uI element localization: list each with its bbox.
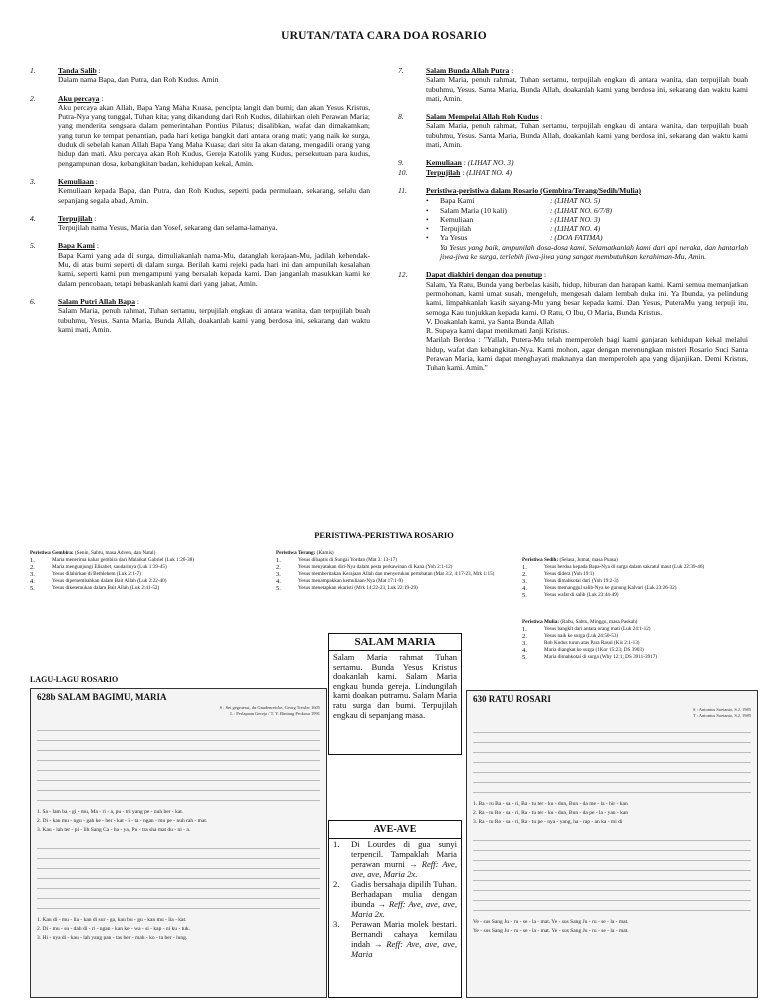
list-item: • Terpujilah : (LIHAT NO. 4) xyxy=(426,224,601,234)
list-item: • Ya Yesus : (DOA FATIMA) xyxy=(426,233,603,243)
list-item: 2. Yesus menyatakan diri-Nya dalam pesta perkawinan di Kana (Yoh 2:1-12) xyxy=(276,564,453,572)
music-staff xyxy=(37,724,320,801)
mystery-heading: Peristiwa Sedih: (Selasa, Jumat, masa Puasa) xyxy=(522,557,618,563)
music-staff xyxy=(473,834,751,911)
item-number: 9. xyxy=(398,158,404,168)
item-title: Terpujilah xyxy=(426,167,461,177)
verse: 2. Gadis bersahaja dipilih Tuhan. Berhadapan mulia dengan ibunda → Reff: Ave, ave, ave, Maria 2x. xyxy=(333,879,457,919)
item-title: Salam Bunda Allah Putra xyxy=(426,66,510,75)
sub-list xyxy=(426,196,748,242)
list-item: • Salam Maria (10 kali) : (LIHAT NO. 6/7/8) xyxy=(426,205,613,215)
item-title: Terpujilah xyxy=(58,213,93,223)
lyric-line: Ve - sus Sang Ju - ru - se - la - mat. Ye - sus Sang Ju - ru - se - la - mat. xyxy=(473,919,629,925)
lyric-line: 3. Hi - nya di - kau - lah yang pan - tas ber - mah - ko - ta ber - lung. xyxy=(37,935,188,941)
prayer-item-3: 3. Kemuliaan : Kemuliaan kepada Bapa, dan Putra, dan Roh Kudus, seperti pada permulaan, sekarang, selalu dan sepanjang segala abad, Amin. xyxy=(30,176,370,205)
item-number: 4. xyxy=(30,213,36,223)
music-staff xyxy=(37,842,320,909)
item-text: Kemuliaan kepada Bapa, dan Putra, dan Roh Kudus, seperti pada permulaan, sekarang, selalu dan sepanjang segala abad, Amin. xyxy=(58,186,370,205)
item-text: Bapa Kami yang ada di surga, dimuliakanlah nama-Mu, datanglah kerajaan-Mu, jadilah kehendak-Mu, di atas bumi seperti di dalam surga. Berilah kami rejeki pada hari ini dan ampunilah kesalahan kami, seperti kami pun mengampuni yang bersalah kepada kami. Dan janganlah masukkan kami ke dalam pencobaan, tetapi bebaskanlah kami dari yang jahat, Amin. xyxy=(58,250,370,288)
sheet-music-salam-bagimu xyxy=(30,688,327,998)
item-number: 6. xyxy=(30,296,36,306)
list-item: 3. Yesus dimahkotai duri (Yoh 19:2-3) xyxy=(522,578,619,586)
prayer-item-11 xyxy=(398,186,748,261)
prayer-item-9: 9. Kemuliaan : (LIHAT NO. 3) xyxy=(398,158,514,168)
sheet-music-ratu-rosari xyxy=(466,690,758,998)
item-number: 2. xyxy=(30,93,36,103)
list-item: 2. Yesus naik ke surga (Luk 24:50-53) xyxy=(522,633,619,641)
list-item: 1. Yesus dibaptis di Sungai Yordan (Mat 3: 13-17) xyxy=(276,557,397,565)
response: R. Supaya kami dapat menikmati Janji Kristus. xyxy=(426,326,569,336)
list-item: 3. Yesus dilahirkan di Bethlehem (Luk 2:1-7) xyxy=(30,571,141,579)
item-title: Salam Mempelai Allah Roh Kudus xyxy=(426,112,539,122)
verse: 1. Di Lourdes di gua sunyi terpencil. Tampaklah Maria perawan murni → Reff: Ave, ave, ave, Maria 2x. xyxy=(333,839,457,879)
song-title: 630 RATU ROSARI xyxy=(473,694,551,704)
left-column xyxy=(30,66,370,343)
salam-maria-box xyxy=(328,633,462,755)
item-text: Salam Maria, penuh rahmat, Tuhan sertamu, terpujilah engkau di antara wanita, dan terpujilah buah tubuhmu, Yesus. Santa Maria, Bunda Allah, doakanlah kami yang berdosa ini, sekarang dan waktu kami mati, Amin. xyxy=(426,75,748,103)
item-text: Aku percaya akan Allah, Bapa Yang Maha Kuasa, pencipta langit dan bumi; dan akan Yesus Kristus, Putra-Nya yang tunggal, Tuhan kita; yang dikandung dari Roh Kudus, dilahirkan oleh Perawan Maria; yang menderita sengsara dalam pemerintahan Pontius Pilatus; disalibkan, wafat dan dimakamkan; yang turun ke tempat penantian, pada hari ketiga bangkit dari antara orang mati; yang naik ke surga, duduk di sebelah kanan Allah Bapa Yang Maha Kuasa; dari situ Ia akan datang, mengadili orang yang hidup dan mati. Aku percaya akan Roh Kudus, Gereja Katolik yang Kudus, persekutuan para kudus, pengampunan dosa, kebangkitan badan, kehidupan kekal, Amin. xyxy=(58,102,370,168)
lyric-line: 2. Ra - tu Ro - sa - ri, Ra - tu ter - ku - dun, Bun - da pe - la - yan - kan xyxy=(473,810,629,816)
list-item: 4. Yesus menampakkan kemuliaan-Nya (Mat 17:1-9) xyxy=(276,578,403,586)
item-ref: (LIHAT NO. 4) xyxy=(466,167,513,177)
prayer-item-5: 5. Bapa Kami : Bapa Kami yang ada di surga, dimuliakanlah nama-Mu, datanglah kerajaan-Mu, jadilah kehendak-Mu, di atas bumi seperti di dalam surga. Berilah kami rejeki pada hari ini dan ampunilah kesalahan kami, seperti kami pun mengampuni yang bersalah kepada kami. Dan janganlah masukkan kami ke dalam pencobaan, tetapi bebaskanlah kami dari yang jahat, Amin. xyxy=(30,241,370,288)
song-credit: S : Sei gegruesst, du Gnadenreiche, Georg Trexler 1605 xyxy=(219,705,320,710)
list-item: 4. Yesus memanggul salib-Nya ke gunung Kalvari (Luk 23:26-32) xyxy=(522,585,677,593)
list-item: • Kemuliaan : (LIHAT NO. 3) xyxy=(426,214,601,224)
item-text: Terpujilah nama Yesus, Maria dan Yosef, sekarang dan selama-lamanya. xyxy=(58,223,278,233)
music-staff xyxy=(473,726,751,793)
box-title: SALAM MARIA xyxy=(329,634,461,651)
list-item: 5. Maria dimahkotai di surga (Why 12:1; DS 3911-3917) xyxy=(522,654,658,662)
list-item: 4. Maria diangkat ke surga (1Kor 15:23; DS 3903) xyxy=(522,647,644,655)
list-item: 2. Yesus didera (Yoh 19:1) xyxy=(522,571,595,579)
item-number: 3. xyxy=(30,176,36,186)
song-credit: S : Antonius Soetanto, S.J. 1985 xyxy=(692,707,751,712)
song-title: 628b SALAM BAGIMU, MARIA xyxy=(37,692,167,702)
item-title: Peristiwa-peristiwa dalam Rosario (Gembira/Terang/Sedih/Mulia) xyxy=(426,185,642,195)
lyric-line: Ye - sus Sang Ju - ru - se - la - mat. Ye - sus Sang Ju - ru - se - la - mat. xyxy=(473,928,629,934)
list-item: 5. Yesus wafat di salib (Luk 23:44-49) xyxy=(522,592,619,600)
ave-ave-box xyxy=(328,820,462,998)
item-number: 1. xyxy=(30,66,36,75)
mystery-glorious xyxy=(522,619,752,662)
item-title: Salam Putri Allah Bapa xyxy=(58,296,136,306)
list-item: 1. Yesus bangkit dari antara orang mati (Luk 24:1-12) xyxy=(522,626,651,634)
lyric-line: 2. Di - kau mu - ngu - gah ke - her - kat - i - ta - ngan - mu pe - nuh rah - mat. xyxy=(37,818,208,824)
prayer-item-2: 2. Aku percaya : Aku percaya akan Allah, Bapa Yang Maha Kuasa, pencipta langit dan bumi; dan akan Yesus Kristus, Putra-Nya yang tunggal, Tuhan kita; yang dikandung dari Roh Kudus, dilahirkan oleh Perawan Maria; yang menderita sengsara dalam pemerintahan Pontius Pilatus; disalibkan, wafat dan dimakamkan; yang turun ke tempat penantian, pada hari ketiga bangkit dari antara orang mati; yang naik ke surga, duduk di sebelah kanan Allah Bapa Yang Maha Kuasa; dari situ Ia akan datang, mengadili orang yang hidup dan mati. Aku percaya akan Roh Kudus, Gereja Katolik yang Kudus, persekutuan para kudus, pengampunan dosa, kebangkitan badan, kehidupan kekal, Amin. xyxy=(30,93,370,168)
list-item: 5. Yesus diketemukan dalam Bait Allah (Luk 2:41-52) xyxy=(30,585,160,593)
list-item: 5. Yesus menetapkan ekaristi (Mrk 14:22-23, Luk 22:19-29) xyxy=(276,585,418,593)
mystery-joyful xyxy=(30,550,270,593)
box-text: Salam Maria rahmat Tuhan sertamu. Bunda Yesus Kristus doakanlah kami. Salam Maria engkau bunda gereja. Lindungilah kami doakan putramu. Salam Maria ratu surga dan bumi. Terpujilah engkau di sepanjang masa. xyxy=(333,652,457,720)
prayer-item-12: 12. Dapat diakhiri dengan doa penutup : Salam, Ya Ratu, Bunda yang berbelas kasih, hidup, hiburan dan harapan kami. Kami semua memanjatkan permohonan, kami umat susah, mengeluh, mengesah dalam lembah duka ini. Ya Ibunda, ya pelindung kami, limpahkanlah kasih sayang-Mu yang besar kepada kami. Dan Yesus, PuteraMu yang terpuji itu, semoga Kau tunjukkan kepada kami. O Ratu, O Ibu, O Maria, Bunda Kristus. V. Doakanlah kami, ya Santa Bunda Allah R. Supaya kami dapat menikmati Janji Kristus. Marilah Berdoa : "Yallah, Putera-Mu telah memperoleh bagi kami ganjaran kehidupan kekal melalui hidup, wafat dan kebangkitan-Nya. Kami mohon, agar dengan merenungkan misteri Rosario Suci Santa Perawan Maria, kami dapat menghayati maknanya dan memperoleh apa yang dijanjikan. Demi Kristus, Tuhan kami. Amin." xyxy=(398,270,748,373)
mystery-heading: Peristiwa Gembira: (Senin, Sabtu, masa Adven, dan Natal) xyxy=(30,550,156,556)
item-number: 5. xyxy=(30,241,36,251)
section-title-mysteries: PERISTIWA-PERISTIWA ROSARIO xyxy=(314,530,454,540)
prayer-item-7: 7. Salam Bunda Allah Putra : Salam Maria, penuh rahmat, Tuhan sertamu, terpujilah engkau di antara wanita, dan terpujilah buah tubuhmu, Yesus. Santa Maria, Bunda Allah, doakanlah kami yang berdosa ini, sekarang dan waktu kami mati, Amin. xyxy=(398,66,748,103)
prayer-item-1: 1. Tanda Salib : Dalam nama Bapa, dan Putra, dan Roh Kudus. Amin xyxy=(30,66,370,85)
item-title: Aku percaya xyxy=(58,93,100,103)
item-title: Tanda Salib xyxy=(58,66,97,75)
item-title: Dapat diakhiri dengan doa penutup xyxy=(426,270,543,280)
lyric-line: 1. Sa - lam ba - gi - mu, Ma - ri - a, pu - tri yang pe - nuh ber - kat. xyxy=(37,809,184,815)
item-number: 7. xyxy=(398,66,404,75)
fatima-prayer: Ya Yesus yang baik, ampunilah dosa-dosa kami. Selamatkanlah kami dari api neraka, dan hantarlah jiwa-jiwa ke surga, terlebih jiwa-jiwa yang sangat membutuhkan kerahiman-Mu, Amin. xyxy=(440,242,748,262)
verse: 3. Perawan Maria molek bestari. Bernandi cahaya kemilau indah → Reff: Ave, ave, ave, Maria xyxy=(333,919,457,959)
versicle: V. Doakanlah kami, ya Santa Bunda Allah xyxy=(426,316,555,326)
list-item: 4. Yesus dipersembahkan dalam Bait Allah (Luk 2:22-40) xyxy=(30,578,167,586)
item-number: 12. xyxy=(398,270,408,280)
list-item: 2. Maria mengunjungi Elisabet, saudarinya (Luk 1:39-45) xyxy=(30,564,167,572)
list-item: 3. Roh Kudus turun atas Para Rasul (Kis 2:1-13) xyxy=(522,640,640,648)
list-item: 1. Maria menerima kabar gembira dari Malaikat Gabriel (Luk 1:26-38) xyxy=(30,557,195,565)
right-column xyxy=(398,66,748,382)
song-credit: L : Perlapaan Gereja / T. Y. Bintang Prokosa 1991 xyxy=(230,710,320,716)
list-item: 1. Yesus berdoa kepada Bapa-Nya di surga dalam sakratul maut (Luk 22:39-46) xyxy=(522,564,705,572)
song-credit: T : Antonius Soetanto, S.J. 1985 xyxy=(692,712,751,718)
item-number: 10. xyxy=(398,167,408,177)
list-item: 3. Yesus memberitakan Kerajaan Allah dan menyerukan pertobatan (Mat 3:2, 4:17-23, Mrk 1:15) xyxy=(276,571,495,579)
closing-prayer: Marilah Berdoa : "Yallah, Putera-Mu telah memperoleh bagi kami ganjaran kehidupan kekal melalui hidup, wafat dan kebangkitan-Nya. Kami mohon, agar dengan merenungkan misteri Rosario Suci Santa Perawan Maria, kami dapat menghayati maknanya dan memperoleh apa yang dijanjikan. Demi Kristus, Tuhan kami. Amin." xyxy=(426,335,748,373)
lyric-line: 3. Ra - tu Ro - sa - ri, Ra - tu pe - nya - yang, ha - rap - an ka - mi di xyxy=(473,819,623,825)
prayer-item-8: 8. Salam Mempelai Allah Roh Kudus : Salam Maria, penuh rahmat, Tuhan sertamu, terpujilah engkau di antara wanita, dan terpujilah buah tubuhmu, Yesus. Santa Maria, Bunda Allah, doakanlah kami yang berdosa ini, sekarang dan waktu kami mati, Amin. xyxy=(398,112,748,150)
item-text: Salam, Ya Ratu, Bunda yang berbelas kasih, hidup, hiburan dan harapan kami. Kami semua memanjatkan permohonan, kami umat susah, mengeluh, mengesah dalam lembah duka ini. Ya Ibunda, ya pelindung kami, limpahkanlah kasih sayang-Mu yang besar kepada kami. Dan Yesus, PuteraMu yang terpuji itu, semoga Kau tunjukkan kepada kami. O Ratu, O Ibu, O Maria, Bunda Kristus. xyxy=(426,279,748,317)
songs-heading: LAGU-LAGU ROSARIO xyxy=(30,675,119,684)
item-text: Salam Maria, penuh rahmat, Tuhan sertamu, terpujilah engkau di antara wanita, dan terpujilah buah tubuhmu, Yesus. Santa Maria, Bunda Allah, doakanlah kami yang berdosa ini, sekarang dan waktu kami mati, Amin. xyxy=(58,306,370,334)
prayer-item-4: 4. Terpujilah : Terpujilah nama Yesus, Maria dan Yosef, sekarang dan selama-lamanya. xyxy=(30,214,370,233)
lyric-line: 1. Ba - ru Ba - sa - ri, Ba - tu ter - ku - dun, Bun - da me - la - hir - kan xyxy=(473,801,628,807)
lyric-line: 2. Di - mu - su - dah di - ri - ngan - kan ke - wa - si - kap - ni ku - tuk. xyxy=(37,926,191,932)
item-text: Salam Maria, penuh rahmat, Tuhan sertamu, terpujilah engkau di antara wanita, dan terpujilah buah tubuhmu, Yesus. Santa Maria, Bunda Allah, doakanlah kami yang berdosa ini, sekarang dan waktu kami mati, Amin. xyxy=(426,121,748,150)
item-title: Kemuliaan xyxy=(426,158,462,168)
item-number: 11. xyxy=(398,185,407,195)
item-text: Dalam nama Bapa, dan Putra, dan Roh Kudus. Amin xyxy=(58,75,219,85)
prayer-item-10: 10. Terpujilah : (LIHAT NO. 4) xyxy=(398,167,513,177)
item-ref: (LIHAT NO. 3) xyxy=(467,158,514,168)
mystery-heading: Peristiwa Terang: (Kamis) xyxy=(276,550,334,556)
lyric-line: 1. Kau di - mu - lia - kan di sur - ga, kau bu - gu - kan mu - lia - kat. xyxy=(37,917,187,923)
prayer-item-6: 6. Salam Putri Allah Bapa : Salam Maria, penuh rahmat, Tuhan sertamu, terpujilah engkau di antara wanita, dan terpujilah buah tubuhmu, Yesus. Santa Maria, Bunda Allah, doakanlah kami yang berdosa ini, sekarang dan waktu kami mati, Amin. xyxy=(30,296,370,334)
box-title: AVE-AVE xyxy=(329,821,461,839)
list-item: • Bapa Kami : (LIHAT NO. 5) xyxy=(426,196,601,206)
mystery-sorrowful xyxy=(522,557,752,600)
mystery-luminous xyxy=(276,550,506,593)
lyric-line: 3. Kau - lah ter - pi - lih Sang Ca - ha - ya, Pu - tra sha mat du - ni - a. xyxy=(37,827,191,833)
page-title: URUTAN/TATA CARA DOA ROSARIO xyxy=(281,30,487,42)
mystery-heading: Peristiwa Mulia: (Rabu, Sabtu, Minggu, masa Paskah) xyxy=(522,619,638,625)
item-title: Kemuliaan xyxy=(58,176,94,186)
item-title: Bapa Kami xyxy=(58,241,95,251)
item-number: 8. xyxy=(398,112,404,122)
